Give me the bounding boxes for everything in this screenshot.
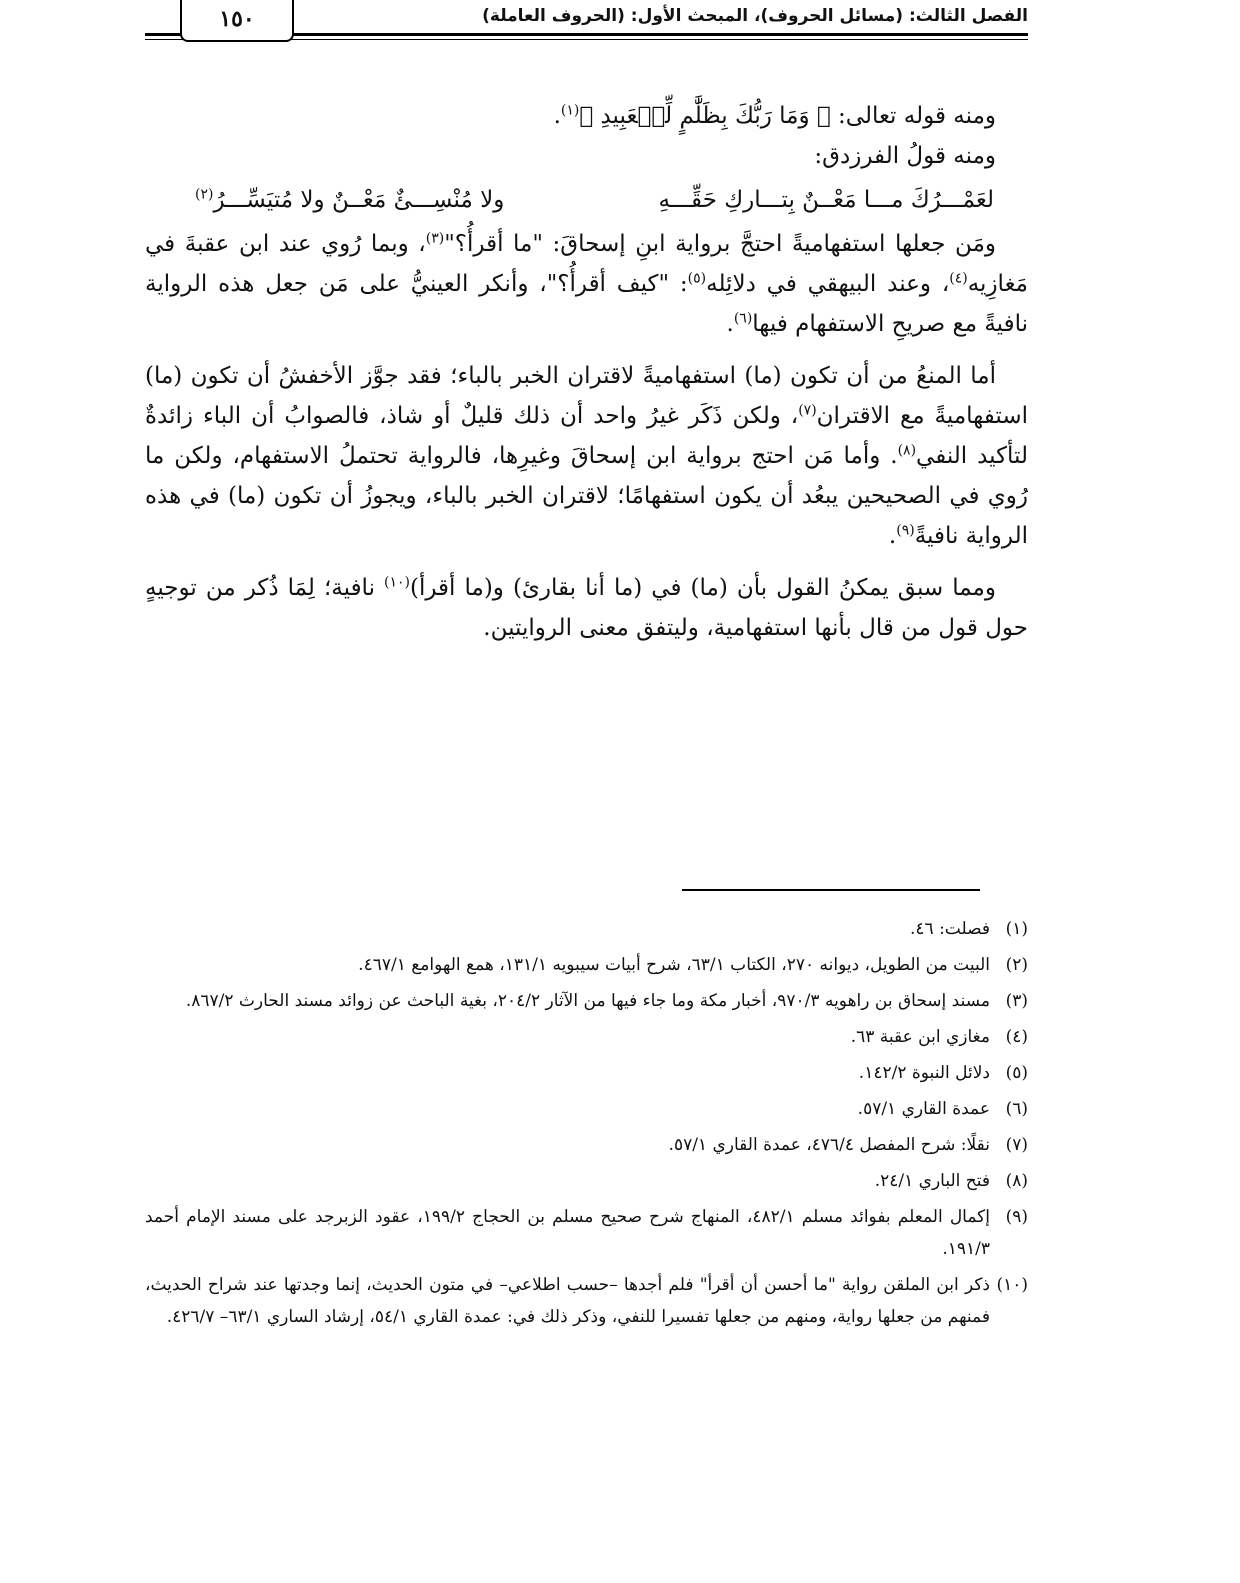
footnote-item: (٨)فتح الباري ٢٤/١. <box>874 1171 1028 1191</box>
footnote-item: (٤)مغازي ابن عقبة ٦٣. <box>850 1027 1028 1047</box>
paragraph-conclusion: ومما سبق يمكنُ القول بأن (ما) في (ما أنا بقارئ) و(ما أقرأ)$^{(١٠)}$ نافية؛ لِمَا ذُكر من توجيهٍ حول قول من قال بأنها استفهامية، وليتفق معنى الروايتين. <box>145 574 1028 641</box>
paragraph-interrogative-view: ومَن جعلها استفهاميةً احتجَّ برواية ابنِ إسحاقَ: "ما أقرأُ؟"$^{(٣)}$، وبما رُوي عند ابن عقبةَ في مَغازِيه$^{(٤)}$، وعند البيهقي في دلائِله$^{(٥)}$: "كيف أقرأُ؟"، وأنكر العينيُّ على مَن جعل هذه الرواية نافيةً مع صريحِ الاستفهام فيها$^{(٦)}$. <box>145 230 1028 337</box>
poetry-verse <box>145 180 1028 220</box>
footnote-ref: (٥) <box>687 270 707 287</box>
footnote-ref: (٤) <box>949 270 968 287</box>
footnote-ref: (٦) <box>733 310 753 327</box>
footnote-item: (٧)نقلًا: شرح المفصل ٤٧٦/٤، عمدة القاري ٥٧/١. <box>668 1135 1028 1155</box>
footnote-ref: (٢) <box>195 186 214 203</box>
footnote-item: (٩)إكمال المعلم بفوائد مسلم ٤٨٢/١، المنهاج شرح صحيح مسلم بن الحجاج ١٩٩/٢، عقود الزبرجد على مسند الإمام أحمد ١٩١/٣. <box>145 1207 1028 1259</box>
footnote-item: (٦)عمدة القاري ٥٧/١. <box>857 1099 1028 1119</box>
footnote-ref: (٩) <box>896 522 915 539</box>
running-title: الفصل الثالث: (مسائل الحروف)، المبحث الأول: (الحروف العاملة) <box>482 6 1028 26</box>
footnote-item: (٣)مسند إسحاق بن راهويه ٩٧٠/٣، أخبار مكة وما جاء فيها من الآثار ٢٠٤/٢، بغية الباحث عن زوائد مسند الحارث ٨٦٧/٢. <box>185 991 1028 1011</box>
footnote-item: (٥)دلائل النبوة ١٤٢/٢. <box>858 1063 1028 1083</box>
footnote-item: (٢)البيت من الطويل، ديوانه ٢٧٠، الكتاب ٦٣/١، شرح أبيات سيبويه ١٣١/١، همع الهوامع ٤٦٧/١. <box>358 955 1028 975</box>
footnote-ref: (٧) <box>798 402 817 419</box>
paragraph-quran-quote: ومنه قوله تعالى: ﴿ وَمَا رَبُّكَ بِظَلَّٰمٍ لِّلۡعَبِيدِ ﴾$^{(١)}$. <box>553 102 996 129</box>
paragraph-ba-argument: أما المنعُ من أن تكون (ما) استفهاميةً لاقتران الخبر بالباء؛ فقد جوَّز الأخفشُ أن تكون (ما) استفهاميةً مع الاقتران$^{(٧)}$، ولكن ذَكَر غيرُ واحد أن ذلك قليلٌ أو شاذ، فالصوابُ أن الباء زائدةٌ لتأكيد النفي$^{(٨)}$. وأما مَن احتج برواية ابن إسحاقَ وغيرِها، فالرواية تحتملُ الاستفهام، ولكن ما رُوي في الصحيحين يبعُد أن يكون استفهامًا؛ لاقتران الخبر بالباء، ويجوزُ أن تكون (ما) في هذه الرواية نافيةً$^{(٩)}$. <box>145 363 1029 549</box>
verse-second-hemistich: ولا مُنْسِـــئٌ مَعْــنٌ ولا مُتيَسِّـــرُ$^{(٢)}$ <box>195 186 505 213</box>
footnote-ref: (٣) <box>425 230 445 247</box>
footnote-ref: (٨) <box>897 442 917 459</box>
footnote-item: (١٠)ذكر ابن الملقن رواية "ما أحسن أن أقرأ" فلم أجدها –حسب اطلاعي– في متون الحديث، إنما وجدتها عند شراح الحديث، فمنهم من جعلها رواية، ومنهم من جعلها تفسيرا للنفي، وذكر ذلك في: عمدة القاري ٥٤/١، إرشاد الساري ٦٣/١– ٤٢٦/٧. <box>145 1275 1028 1327</box>
footnote-ref: (١) <box>560 102 580 119</box>
paragraph-farazdaq-intro: ومنه قولُ الفرزدق: <box>814 143 996 169</box>
footnote-separator <box>682 889 980 891</box>
page-number: ١٥٠ <box>180 0 294 42</box>
main-text <box>145 96 1028 648</box>
verse-first-hemistich: لعَمْـــرُكَ مـــا مَعْــنٌ بِتـــاركِ حَقِّـــهِ <box>658 187 994 213</box>
footnote-ref: (١٠) <box>384 574 410 591</box>
footnotes <box>145 913 1028 1337</box>
footnote-item: (١)فصلت: ٤٦. <box>910 919 1028 939</box>
